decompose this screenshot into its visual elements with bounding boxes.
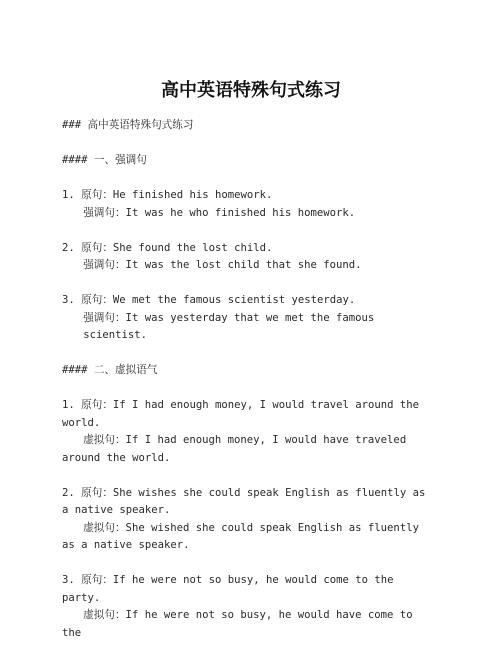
original-sentence: 1. 原句：If I had enough money, I would travel around the world. [62,399,420,429]
emphasis-sentence: 强调句：It was yesterday that we met the famous scientist. [83,311,375,341]
section-heading-subjunctive: #### 二、虚拟语气 [62,364,158,376]
document-body [62,117,432,642]
subjunctive-sentence: 虚拟句：She wished she could speak English as fluently as a native speaker. [62,521,419,551]
emphasis-sentence: 强调句：It was the lost child that she found. [83,259,362,271]
emphasis-sentence: 强调句：It was he who finished his homework. [83,206,356,219]
original-sentence: 2. 原句：She wishes she could speak English as fluently as a native speaker. [62,486,426,516]
original-sentence: 3. 原句：We met the famous scientist yesterday. [62,294,356,306]
section-heading-emphasis: #### 一、强调句 [62,154,147,166]
original-sentence: 1. 原句：He finished his homework. [62,189,273,201]
original-sentence: 2. 原句：She found the lost child. [62,241,273,254]
subjunctive-sentence: 虚拟句：If I had enough money, I would have traveled around the world. [62,434,407,464]
subjunctive-sentence: 虚拟句：If he were not so busy, he would have come to the [62,609,413,639]
document-title: 高中英语特殊句式练习 [161,80,341,101]
original-sentence: 3. 原句：If he were not so busy, he would come to the party. [62,574,394,604]
markdown-heading-h3: ### 高中英语特殊句式练习 [62,119,194,131]
